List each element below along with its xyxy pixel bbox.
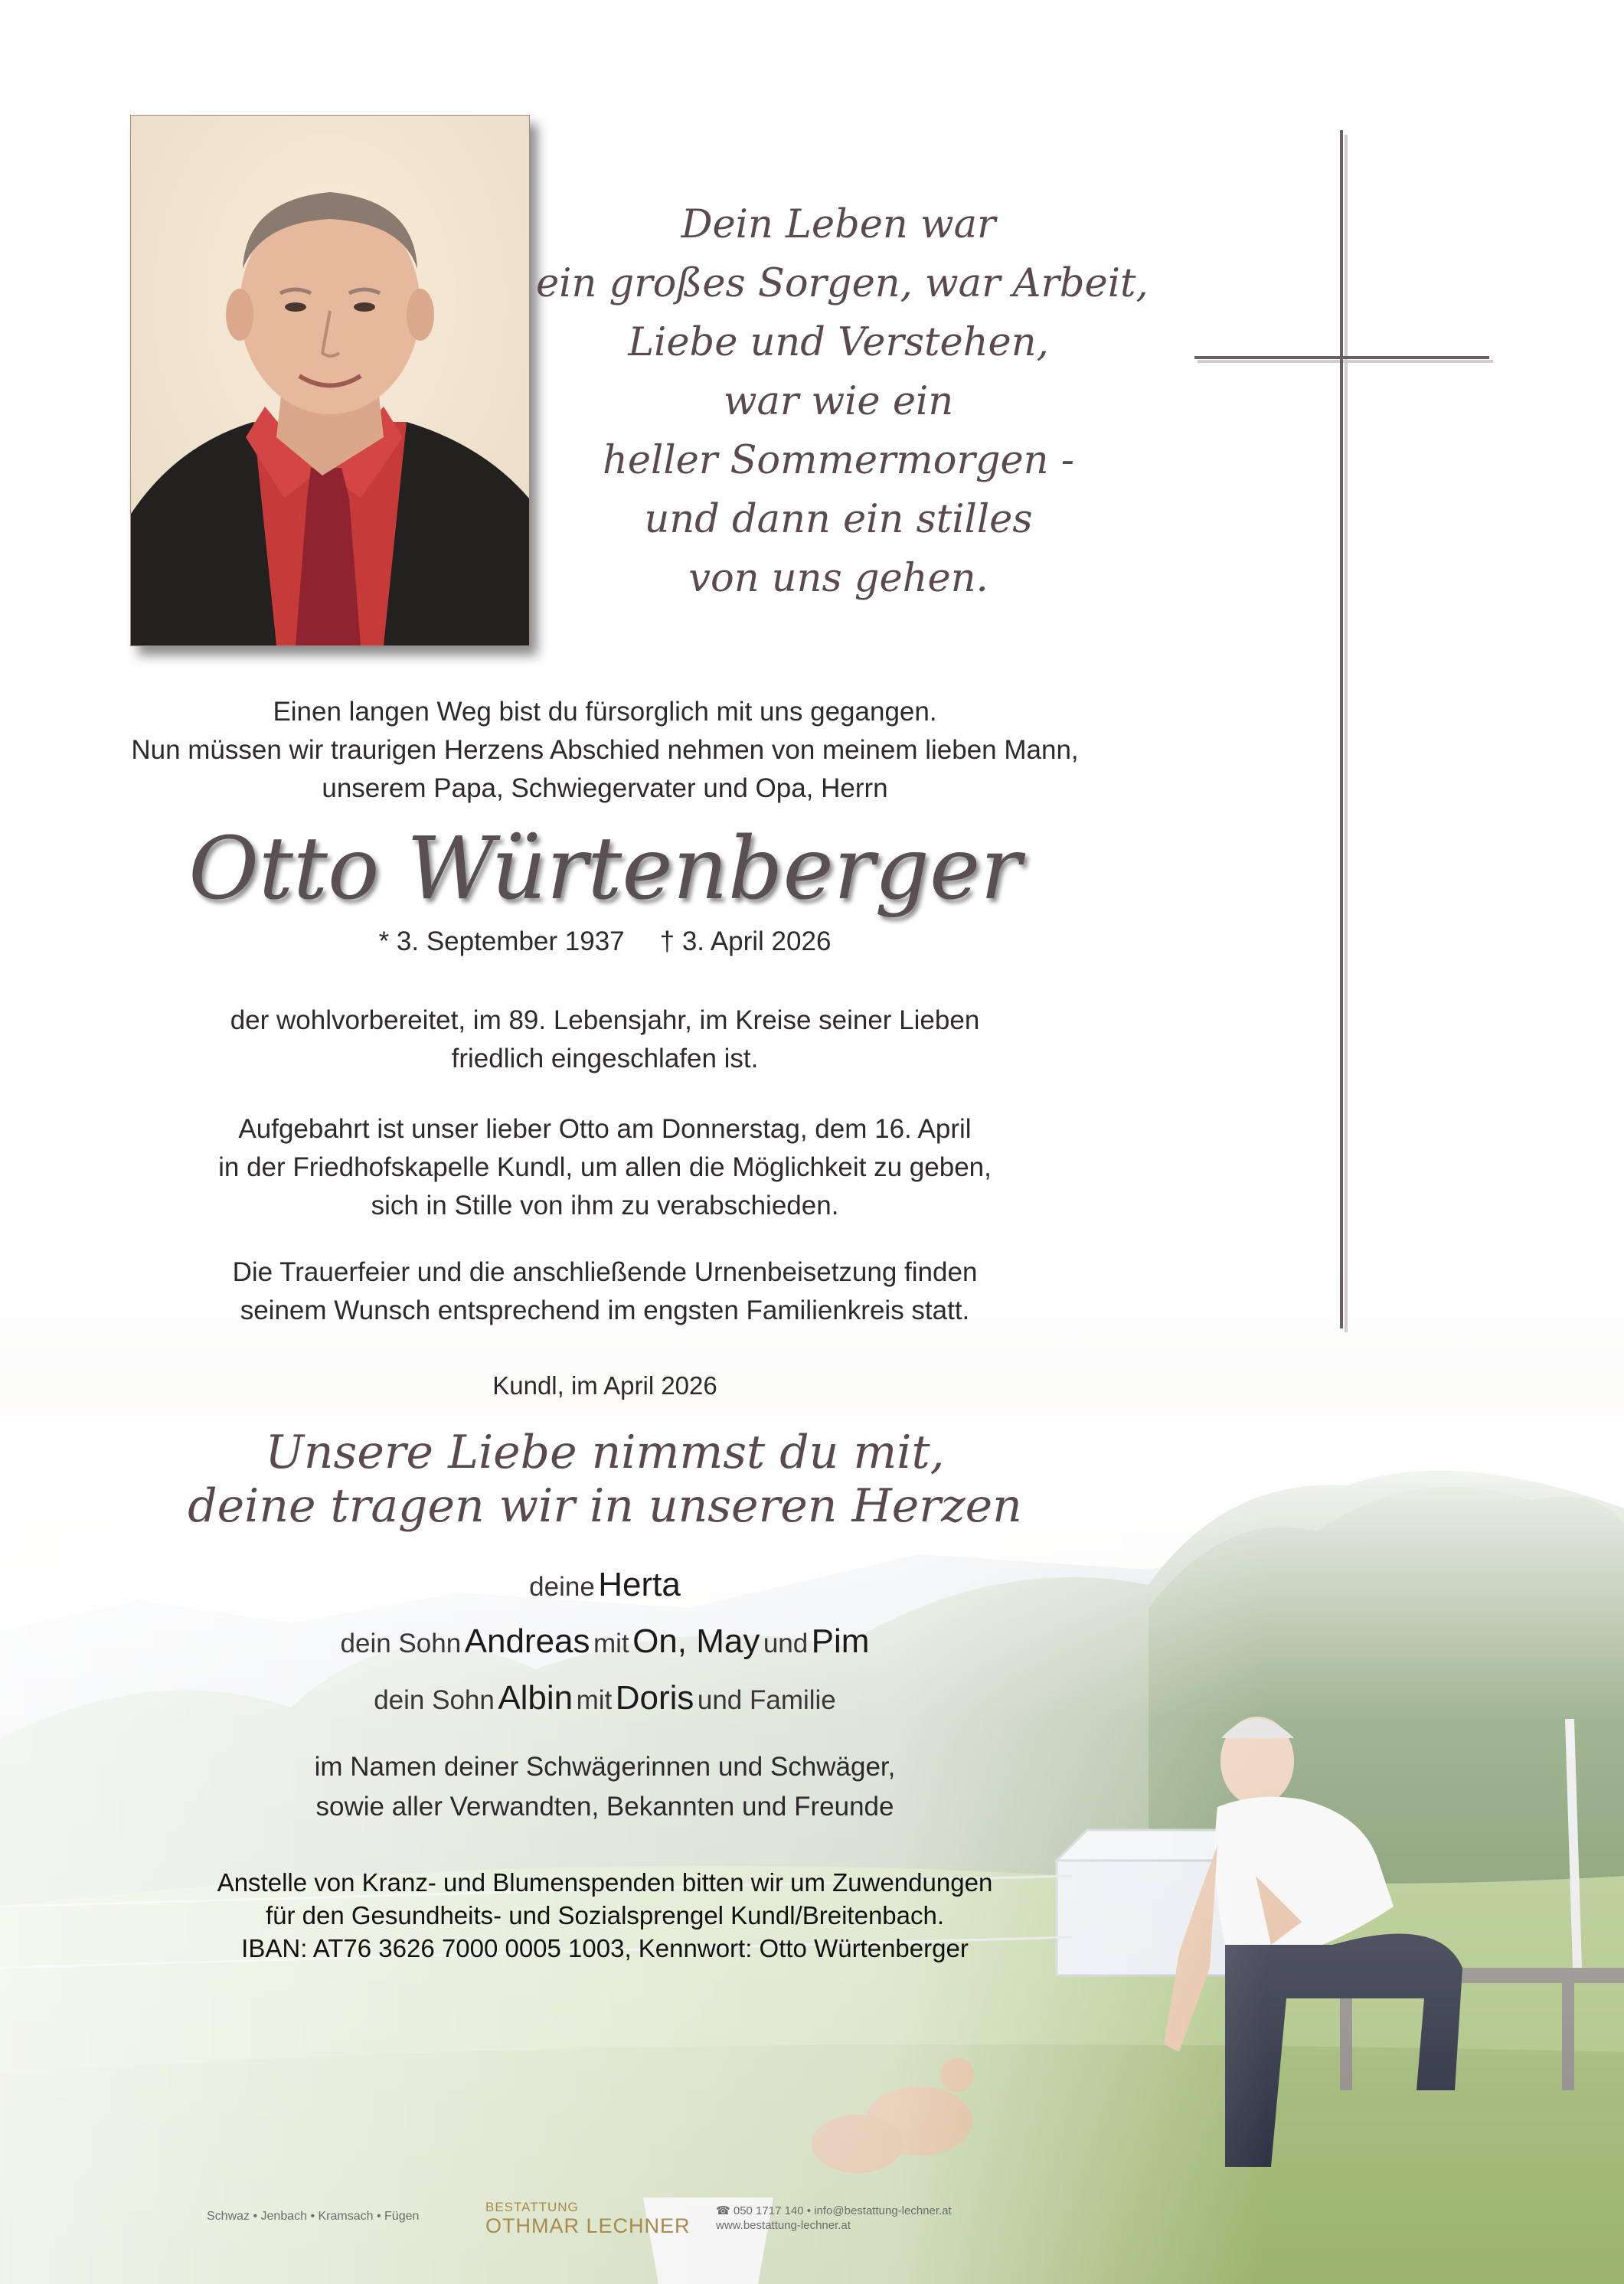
connector-word: und Familie	[697, 1685, 836, 1715]
motto-line: deine tragen wir in unseren Herzen	[188, 1479, 1022, 1533]
place-date: Kundl, im April 2026	[492, 1371, 717, 1400]
relatives-line: im Namen deiner Schwägerinnen und Schwäger,	[314, 1752, 896, 1782]
family-member-name: Albin	[498, 1679, 573, 1717]
motto	[77, 1426, 1133, 1533]
connector-word: und	[763, 1629, 809, 1658]
relation-label: deine	[529, 1572, 595, 1602]
life-dates	[77, 925, 1133, 959]
family-member-name: Herta	[598, 1566, 681, 1603]
intro-line: Einen langen Weg bist du fürsorglich mit uns gegangen.	[273, 697, 937, 727]
poem-line: und dann ein stilles	[644, 497, 1033, 542]
connector-word: mit	[593, 1629, 629, 1658]
paragraph-line: in der Friedhofskapelle Kundl, um allen die Möglichkeit zu geben,	[218, 1152, 992, 1182]
relation-label: dein Sohn	[340, 1629, 462, 1658]
connector-word: mit	[576, 1685, 613, 1715]
poem-line: ein großes Sorgen, war Arbeit,	[536, 261, 1149, 306]
paragraph-line: Aufgebahrt ist unser lieber Otto am Donnerstag, dem 16. April	[238, 1114, 972, 1144]
intro-line: unserem Papa, Schwiegervater und Opa, Herrn	[322, 773, 888, 803]
paragraph-line: sich in Stille von ihm zu verabschieden.	[371, 1191, 839, 1220]
birth-date: * 3. September 1937	[378, 926, 625, 956]
donation-notice	[77, 1866, 1133, 1965]
poem-line: Dein Leben war	[681, 202, 996, 247]
poem-line: Liebe und Verstehen,	[628, 320, 1049, 365]
footer-towns: Schwaz • Jenbach • Kramsach • Fügen	[207, 2210, 420, 2223]
poem-line: von uns gehen.	[688, 556, 988, 601]
family-member-name: Pim	[811, 1622, 870, 1660]
relatives-text	[77, 1747, 1133, 1827]
paragraph-ceremony	[77, 1253, 1133, 1330]
garden-photo	[0, 1416, 1624, 2284]
funeral-home-logo	[485, 2200, 691, 2237]
logo-line: OTHMAR LECHNER	[485, 2214, 691, 2237]
donation-line: IBAN: AT76 3626 7000 0005 1003, Kennwort: Otto Würtenberger	[241, 1934, 969, 1962]
relation-label: dein Sohn	[374, 1685, 495, 1715]
footer-contact	[716, 2204, 952, 2233]
donation-line: für den Gesundheits- und Sozialsprengel Kundl/Breitenbach.	[265, 1901, 945, 1929]
family-member-name: Andreas	[464, 1622, 590, 1660]
paragraph-line: friedlich eingeschlafen ist.	[451, 1044, 759, 1073]
family-member-name: Doris	[615, 1679, 694, 1717]
family-row	[77, 1674, 1133, 1730]
cross-icon	[1194, 130, 1493, 1332]
intro-text	[77, 693, 1133, 808]
relatives-line: sowie aller Verwandten, Bekannten und Freunde	[315, 1792, 894, 1822]
poem-line: heller Sommermorgen -	[603, 438, 1074, 483]
poem-line: war wie ein	[723, 379, 954, 424]
death-date: † 3. April 2026	[659, 926, 832, 956]
paragraph-viewing	[77, 1110, 1133, 1225]
motto-line: Unsere Liebe nimmst du mit,	[265, 1426, 945, 1479]
deceased-name: Otto Würtenberger	[188, 819, 1021, 919]
paragraph-passing	[77, 1001, 1133, 1078]
paragraph-line: der wohlvorbereitet, im 89. Lebensjahr, im Kreise seiner Lieben	[230, 1005, 980, 1035]
website-link[interactable]: www.bestattung-lechner.at	[716, 2219, 851, 2232]
donation-line: Anstelle von Kranz- und Blumenspenden bitten wir um Zuwendungen	[217, 1868, 993, 1897]
paragraph-line: seinem Wunsch entsprechend im engsten Familienkreis statt.	[240, 1296, 970, 1325]
intro-line: Nun müssen wir traurigen Herzens Abschied nehmen von meinem lieben Mann,	[131, 735, 1079, 765]
family-mourners	[77, 1560, 1133, 1730]
paragraph-line: Die Trauerfeier und die anschließende Urnenbeisetzung finden	[232, 1257, 978, 1287]
family-member-name: On, May	[632, 1622, 760, 1660]
contact-line: ☎ 050 1717 140 • info@bestattung-lechner.at	[716, 2204, 952, 2217]
family-row	[77, 1617, 1133, 1674]
portrait-photo	[130, 115, 530, 646]
logo-line: BESTATTUNG	[485, 2200, 579, 2214]
family-row	[77, 1560, 1133, 1617]
poem	[536, 195, 1149, 608]
